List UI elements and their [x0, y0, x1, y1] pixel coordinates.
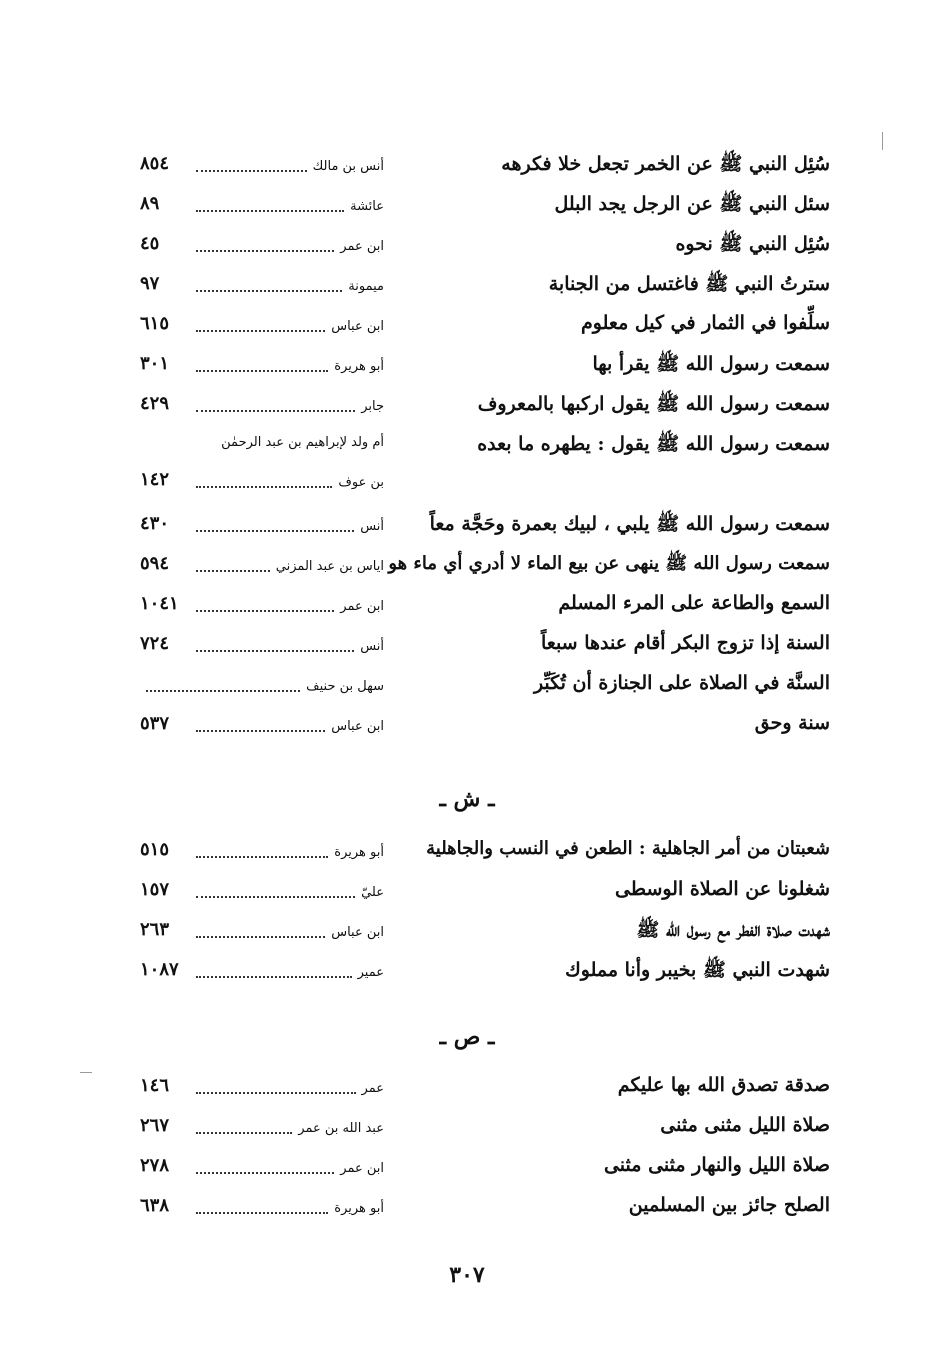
hadith-number: ٤٥ — [140, 233, 160, 254]
hadith-number: ٣٠١ — [140, 353, 170, 374]
hadith-phrase: شهدت النبي ﷺ بخيبر وأنا مملوك — [565, 959, 830, 981]
hadith-number: ٨٩ — [140, 193, 160, 214]
narrator-name: أنس — [360, 638, 384, 654]
dot-leader — [196, 360, 328, 372]
narrator-name: اياس بن عبد المزني — [275, 558, 384, 574]
index-entry — [0, 666, 934, 706]
hadith-phrase: سمعت رسول الله ﷺ يقرأ بها — [592, 353, 830, 375]
index-entry — [0, 346, 934, 386]
hadith-phrase: شهدت صلاة الفطر مع رسول الله ﷺ — [636, 919, 830, 941]
narrator-name: أبو هريرة — [334, 1200, 384, 1216]
dot-leader — [146, 680, 300, 692]
index-entry — [0, 1188, 934, 1228]
hadith-number: ٢٦٧ — [140, 1115, 170, 1136]
hadith-phrase: شغلونا عن الصلاة الوسطى — [615, 878, 830, 900]
narrator-name: سهل بن حنيف — [306, 678, 384, 694]
hadith-number: ٧٢٤ — [140, 633, 170, 654]
narrator-name: ابن عباس — [331, 924, 384, 940]
narrator-name: ابن عباس — [331, 718, 384, 734]
narrator-name-line1: أم ولد لإبراهيم بن عبد الرحمٰن — [221, 435, 384, 450]
narrator-name: ابن عمر — [340, 598, 384, 614]
letter-heading-shin: ـ ش ـ — [439, 786, 495, 812]
index-section-shin — [0, 832, 934, 992]
hadith-number: ٨٥٤ — [140, 153, 170, 174]
page-number: ٣٠٧ — [449, 1262, 485, 1288]
hadith-number: ٥٣٧ — [140, 713, 170, 734]
narrator-name: أنس بن مالك — [312, 158, 384, 174]
narrator-name: أبو هريرة — [334, 844, 384, 860]
dot-leader — [196, 400, 355, 412]
dot-leader — [196, 160, 307, 172]
narrator-name: ابن عمر — [340, 238, 384, 254]
narrator-name: ابن عباس — [331, 318, 384, 334]
hadith-number: ٥٩٤ — [140, 553, 170, 574]
index-entry — [0, 266, 934, 306]
hadith-number: ٤٢٩ — [140, 393, 170, 414]
index-entry — [0, 626, 934, 666]
dot-leader — [196, 280, 342, 292]
index-entry — [0, 146, 934, 186]
index-entry-continuation — [0, 462, 934, 502]
hadith-phrase: صدقة تصدق الله بها عليكم — [617, 1074, 830, 1096]
hadith-number: ٦١٥ — [140, 313, 170, 334]
narrator-leader — [140, 676, 384, 696]
dot-leader — [196, 1082, 356, 1094]
index-section-sin — [0, 146, 934, 746]
dot-leader — [196, 1202, 328, 1214]
index-entry — [0, 952, 934, 992]
narrator-name: ميمونة — [348, 278, 384, 294]
dot-leader — [196, 1122, 292, 1134]
hadith-phrase: سلِّفوا في الثمار في كيل معلوم — [581, 312, 830, 334]
narrator-name: أنس — [360, 518, 384, 534]
dot-leader — [196, 926, 325, 938]
index-entry — [0, 706, 934, 746]
dot-leader — [196, 600, 334, 612]
narrator-name: بن عوف — [338, 474, 384, 490]
dot-leader — [196, 720, 325, 732]
index-entry — [0, 912, 934, 952]
hadith-phrase: سُئِل النبي ﷺ عن الخمر تجعل خلا فكرهه — [501, 153, 830, 175]
narrator-name: ابن عمر — [340, 1160, 384, 1176]
index-entry — [0, 1068, 934, 1108]
hadith-number: ٢٦٣ — [140, 919, 170, 940]
hadith-number: ١٥٧ — [140, 879, 170, 900]
dot-leader — [196, 966, 352, 978]
hadith-phrase: سئل النبي ﷺ عن الرجل يجد البلل — [554, 193, 830, 215]
index-entry — [0, 872, 934, 912]
narrator-name: عبد الله بن عمر — [298, 1120, 384, 1136]
hadith-phrase: شعبتان من أمر الجاهلية : الطعن في النسب والجاهلية — [426, 838, 830, 859]
dot-leader — [196, 560, 270, 572]
hadith-phrase: سمعت رسول الله ﷺ ينهى عن بيع الماء لا أدري أي ماء هو — [388, 553, 830, 574]
dot-leader — [196, 886, 355, 898]
narrator-name: عمير — [357, 964, 384, 980]
hadith-number: ٤٣٠ — [140, 513, 170, 534]
index-entry — [0, 426, 934, 462]
index-entry — [0, 226, 934, 266]
hadith-phrase: سترتُ النبي ﷺ فاغتسل من الجنابة — [548, 273, 830, 295]
hadith-phrase: سمعت رسول الله ﷺ يقول : يطهره ما بعده — [477, 433, 830, 455]
index-section-sad — [0, 1068, 934, 1228]
letter-heading-sad: ـ ص ـ — [439, 1024, 495, 1050]
index-entry — [0, 832, 934, 872]
dot-leader — [196, 1162, 334, 1174]
index-entry — [0, 386, 934, 426]
hadith-phrase: صلاة الليل مثنى مثنى — [660, 1114, 830, 1136]
dot-leader — [196, 520, 354, 532]
index-entry — [0, 506, 934, 546]
index-entry — [0, 1148, 934, 1188]
hadith-number: ٩٧ — [140, 273, 160, 294]
hadith-phrase: الصلح جائز بين المسلمين — [628, 1194, 830, 1216]
hadith-number: ٥١٥ — [140, 839, 170, 860]
hadith-number: ٦٣٨ — [140, 1195, 170, 1216]
index-entry — [0, 546, 934, 586]
narrator-name: جابر — [361, 398, 384, 414]
hadith-number: ٢٧٨ — [140, 1155, 170, 1176]
hadith-number: ١٤٦ — [140, 1075, 170, 1096]
index-entry — [0, 1108, 934, 1148]
dot-leader — [196, 640, 354, 652]
hadith-number: ١٠٨٧ — [140, 959, 179, 980]
hadith-phrase: صلاة الليل والنهار مثنى مثنى — [603, 1154, 830, 1176]
narrator-name: عليّ — [361, 884, 384, 900]
hadith-phrase: السنة إذا تزوج البكر أقام عندها سبعاً — [540, 632, 830, 654]
hadith-phrase: سمعت رسول الله ﷺ يلبي ، لبيك بعمرة وحَجَّة معاً — [429, 513, 830, 535]
hadith-phrase: سُئِل النبي ﷺ نحوه — [675, 233, 830, 255]
hadith-phrase: السمع والطاعة على المرء المسلم — [558, 592, 830, 614]
narrator-name: عمر — [361, 1080, 384, 1096]
dot-leader — [196, 476, 332, 488]
hadith-number: ١٤٢ — [140, 469, 170, 490]
dot-leader — [196, 240, 334, 252]
hadith-phrase: سمعت رسول الله ﷺ يقول اركبها بالمعروف — [477, 393, 830, 415]
index-entry — [0, 306, 934, 346]
index-entry — [0, 186, 934, 226]
dot-leader — [196, 846, 328, 858]
hadith-number: ١٠٤١ — [140, 593, 179, 614]
hadith-phrase: سنة وحق — [754, 712, 830, 734]
index-entry — [0, 586, 934, 626]
dot-leader — [196, 200, 344, 212]
narrator-name: أبو هريرة — [334, 358, 384, 374]
hadith-phrase: السنَّة في الصلاة على الجنازة أن تُكَبِّر — [533, 672, 830, 694]
dot-leader — [196, 320, 325, 332]
narrator-name: عائشة — [350, 198, 384, 214]
